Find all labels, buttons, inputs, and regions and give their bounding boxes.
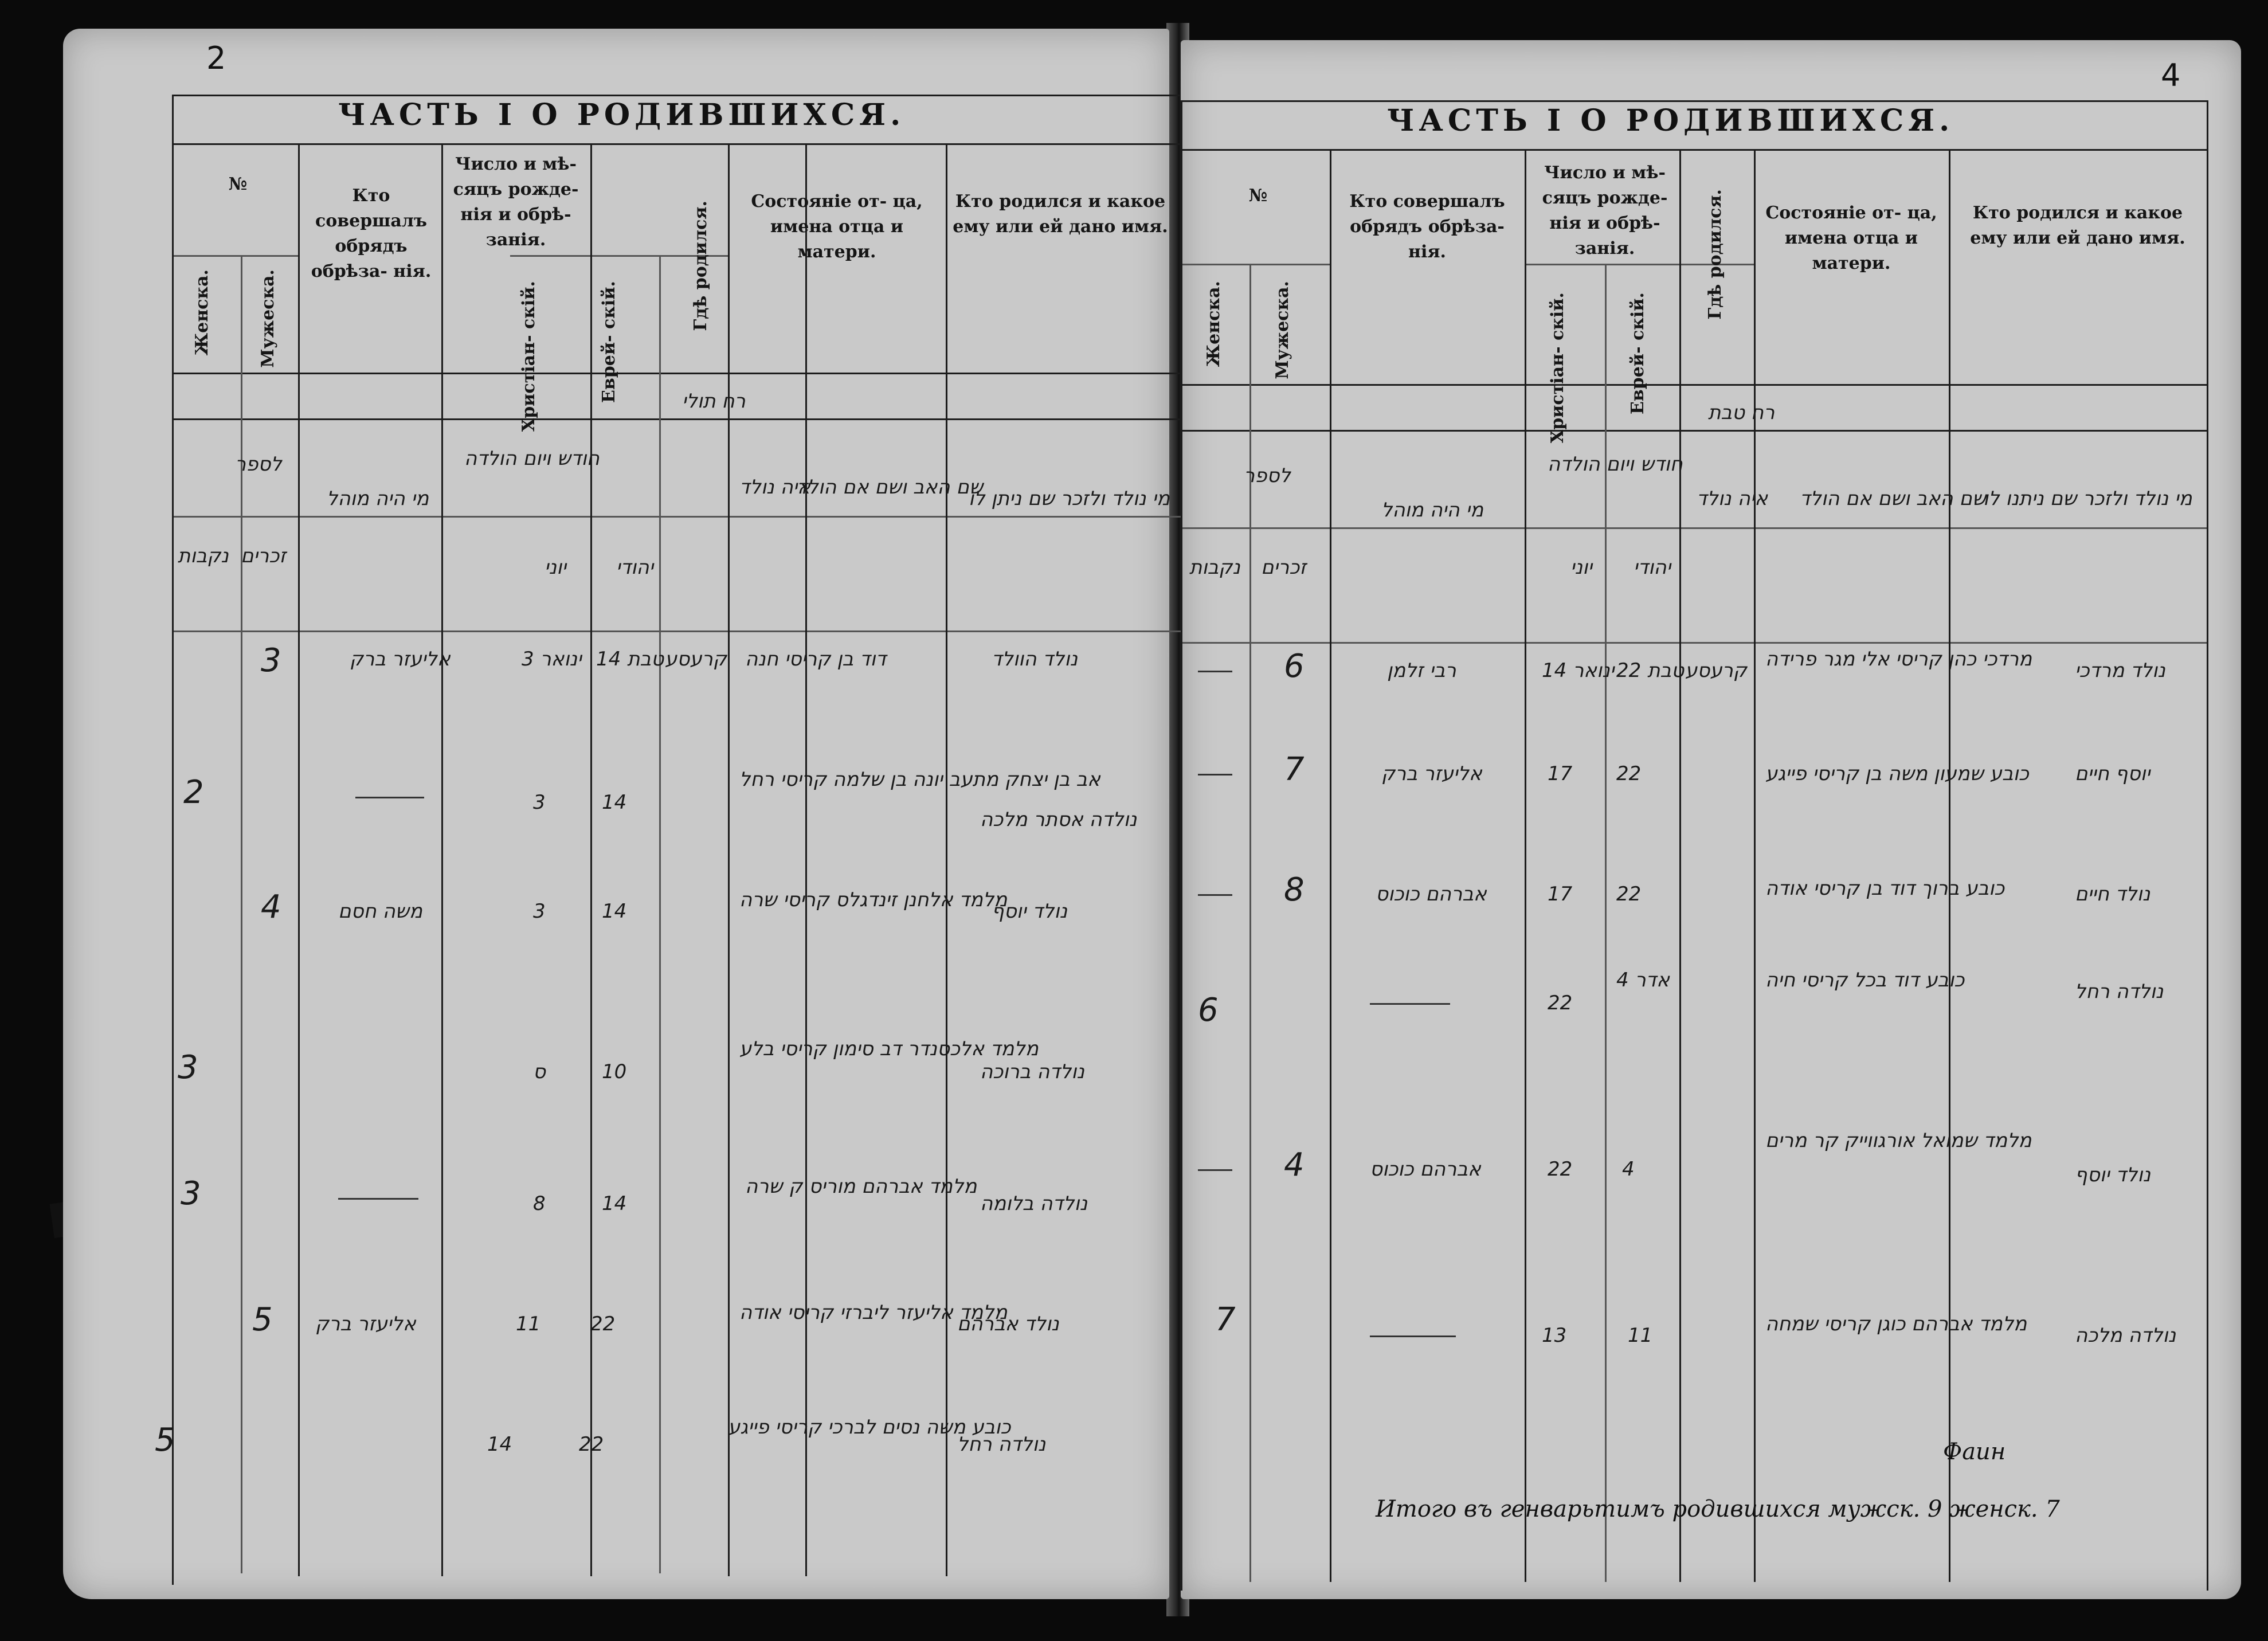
parents-names: דוד בן קריסי חנה: [745, 648, 887, 671]
header-male: Мужеска.: [1272, 281, 1292, 379]
heb-header-jewish: יהודי: [616, 556, 654, 579]
header-female: Женска.: [1204, 281, 1224, 367]
female-count: 5: [155, 1421, 175, 1459]
heb-header-female: נקבות: [178, 545, 229, 567]
parents-names: כובע ברוך דוד בן קריסי אודה: [1765, 877, 2005, 900]
child-name: נולדה אסתר מלכה: [980, 808, 1137, 831]
gentile-date: 17: [1548, 762, 1573, 785]
male-count: 4: [261, 888, 281, 926]
jewish-date: 22: [579, 1433, 604, 1456]
dash-mark: [1198, 894, 1232, 896]
performer-name: רבי זלמן: [1387, 659, 1456, 682]
performer-name: אברהם כוכוס: [1370, 1158, 1481, 1181]
jewish-date: טבת 22: [1616, 659, 1685, 682]
heb-header-male: זכרים: [1261, 556, 1307, 579]
heb-header-jewish: יהודי: [1634, 556, 1671, 579]
dash-mark: [1370, 1003, 1450, 1005]
heb-header-parents: שם האב ושם אם הולד: [1800, 487, 1987, 510]
male-count: 3: [261, 642, 281, 679]
heb-header-count: לספר: [1244, 464, 1291, 487]
parents-names: מלמד אליעזר ליברזי קריסי אודה: [739, 1301, 1008, 1324]
heb-header-child: מי נולד ולזכר שם ניתנו לו: [1983, 487, 2192, 510]
heb-header-date: חודש ויום הולדה: [1548, 453, 1683, 476]
male-count: 8: [1284, 871, 1305, 908]
heb-header-place: איה נולד: [739, 476, 811, 499]
heb-header-performer: מי היה מוהל: [327, 487, 429, 510]
footer-total: Итого въ генварьтимъ родившихся мужск. 9 женск. 7: [1376, 1496, 2060, 1522]
birth-place: קרעסע: [1685, 659, 1747, 682]
female-count: 6: [1198, 992, 1219, 1029]
heb-header-male: זכרים: [241, 545, 287, 567]
heb-header-count: לספר: [235, 453, 282, 476]
jewish-date: 22: [1616, 762, 1642, 785]
female-count: 2: [183, 774, 204, 811]
parents-names: כובע שמעון משה בן קריסי פייגע: [1765, 762, 2029, 785]
male-count: 7: [1284, 751, 1305, 788]
female-count: 3: [178, 1049, 198, 1086]
left-page: [63, 29, 1169, 1599]
birth-place: קרעסע: [665, 648, 727, 671]
gentile-date: 3: [533, 791, 546, 814]
child-name: נולד אברהם: [957, 1313, 1059, 1335]
dash-mark: [1198, 1169, 1232, 1171]
jewish-date: 22: [590, 1313, 616, 1335]
gentile-date: ס: [533, 1060, 546, 1083]
parents-names: אב בן יצחק מתעב יונה בן שלמה קריסי רחל: [739, 768, 1100, 791]
header-child: Кто родился и какое ему или ей дано имя.: [953, 191, 1168, 237]
jewish-date: 14: [602, 1192, 627, 1215]
female-count: 7: [1215, 1301, 1236, 1338]
heb-header-female: נקבות: [1189, 556, 1241, 579]
child-name: נולד מרדכי: [2075, 659, 2165, 682]
page-number-mark: 2: [206, 40, 226, 76]
page-number-mark: 4: [2161, 57, 2181, 93]
heb-header-parents: שם האב ושם אם הולד: [797, 476, 984, 499]
gentile-date: 14: [487, 1433, 512, 1456]
gentile-date: 8: [533, 1192, 546, 1215]
month-heading: רח תולי: [682, 390, 746, 413]
jewish-date: 10: [602, 1060, 627, 1083]
header-performer: Кто совершалъ обрядъ обрѣза- нія.: [1349, 191, 1505, 262]
page-title: ЧАСТЬ I О РОДИВШИХСЯ.: [1387, 103, 1954, 138]
performer-name: אליעזר ברק: [350, 648, 451, 671]
footer-signature: Фаин: [1943, 1439, 2006, 1465]
male-count: 5: [252, 1301, 273, 1338]
parents-names: מלמד אלכסנדר דב סימון קריסי בלע: [739, 1037, 1039, 1060]
heb-header-gentile: יוני: [1570, 556, 1593, 579]
dash-mark: [1198, 671, 1232, 672]
jewish-date: 4: [1622, 1158, 1635, 1181]
parents-names: מלמד אלחנן זינדגלס קריסי שרה: [739, 888, 1008, 911]
header-place: Гдѣ родился.: [1705, 189, 1725, 320]
performer-name: משה חסם: [338, 900, 423, 923]
parents-names: מלמד שמואל אורגווייק קר מרים: [1765, 1129, 2032, 1152]
child-name: נולדה מלכה: [2075, 1324, 2176, 1347]
dash-mark: [355, 797, 424, 798]
header-christian: Христіан- скій.: [519, 281, 539, 432]
dash-mark: [1370, 1335, 1456, 1337]
header-date: Число и мѣ- сяцъ рожде- нія и обрѣ- занія.: [453, 154, 579, 250]
header-christian: Христіан- скій.: [1548, 292, 1568, 444]
header-jewish: Еврей- скій.: [1628, 292, 1648, 414]
female-count: 3: [181, 1175, 201, 1212]
jewish-date: אדר 4: [1616, 969, 1670, 992]
performer-name: אברהם כוכוס: [1376, 883, 1487, 906]
parents-names: מלמד אברהם מוריס ק שרה: [745, 1175, 977, 1198]
child-name: נולד יוסף: [2075, 1164, 2151, 1186]
header-number: №: [1248, 186, 1268, 206]
gentile-date: ינואר 3: [522, 648, 582, 671]
header-parents: Состояніе от- ца, имена отца и матери.: [751, 191, 923, 262]
heb-header-performer: מי היה מוהל: [1381, 499, 1484, 522]
header-parents: Состояніе от- ца, имена отца и матери.: [1765, 203, 1937, 273]
heb-header-child: מי נולד ולזכר שם ניתן לו: [969, 487, 1170, 510]
child-name: נולדה רחל: [2075, 980, 2164, 1003]
parents-names: מלמד אברהם כוגן קריסי שמחה: [1765, 1313, 2027, 1335]
child-name: נולד הוולד: [992, 648, 1078, 671]
parents-names: מרדכי כהן קריסי אלי מגר פרידה: [1765, 648, 2032, 671]
jewish-date: טבת 14: [596, 648, 664, 671]
header-female: Женска.: [192, 269, 212, 356]
header-performer: Кто совершалъ обрядъ обрѣза- нія.: [311, 186, 432, 281]
right-page: [1181, 40, 2241, 1599]
header-child: Кто родился и какое ему или ей дано имя.: [1970, 203, 2185, 248]
header-date: Число и мѣ- сяцъ рожде- нія и обрѣ- занія.: [1542, 163, 1668, 259]
heb-header-date: חודש ויום הולדה: [464, 447, 600, 470]
performer-name: אליעזר ברק: [315, 1313, 416, 1335]
parents-names: כובע משה נסים לברכי קריסי פייגע: [728, 1416, 1011, 1439]
child-name: נולד חיים: [2075, 883, 2151, 906]
jewish-date: 22: [1616, 883, 1642, 906]
child-name: יוסף חיים: [2075, 762, 2151, 785]
gentile-date: 3: [533, 900, 546, 923]
header-jewish: Еврей- скій.: [599, 281, 619, 403]
performer-name: אליעזר ברק: [1381, 762, 1482, 785]
heb-header-place: איה נולד: [1697, 487, 1768, 510]
child-name: נולדה רחל: [957, 1433, 1046, 1456]
gentile-date: 22: [1548, 992, 1573, 1015]
dash-mark: [1198, 774, 1232, 776]
jewish-date: 11: [1628, 1324, 1653, 1347]
gentile-date: 22: [1548, 1158, 1573, 1181]
child-name: נולדה בלומה: [980, 1192, 1088, 1215]
parents-names: כובע דוד בכל קריסי חיה: [1765, 969, 1965, 992]
header-number: №: [228, 174, 248, 194]
child-name: נולד יוסף: [992, 900, 1068, 923]
male-count: 4: [1284, 1146, 1305, 1184]
heb-header-gentile: יוני: [545, 556, 567, 579]
dash-mark: [338, 1198, 418, 1200]
gentile-date: 17: [1548, 883, 1573, 906]
page-title: ЧАСТЬ I О РОДИВШИХСЯ.: [338, 97, 906, 132]
child-name: נולדה ברוכה: [980, 1060, 1085, 1083]
month-heading: רח טבת: [1708, 401, 1775, 424]
gentile-date: ינואר 14: [1542, 659, 1615, 682]
gentile-date: 13: [1542, 1324, 1567, 1347]
header-place: Гдѣ родился.: [691, 201, 711, 331]
header-male: Мужеска.: [258, 269, 278, 368]
jewish-date: 14: [602, 791, 627, 814]
gentile-date: 11: [516, 1313, 541, 1335]
male-count: 6: [1284, 648, 1305, 685]
jewish-date: 14: [602, 900, 627, 923]
